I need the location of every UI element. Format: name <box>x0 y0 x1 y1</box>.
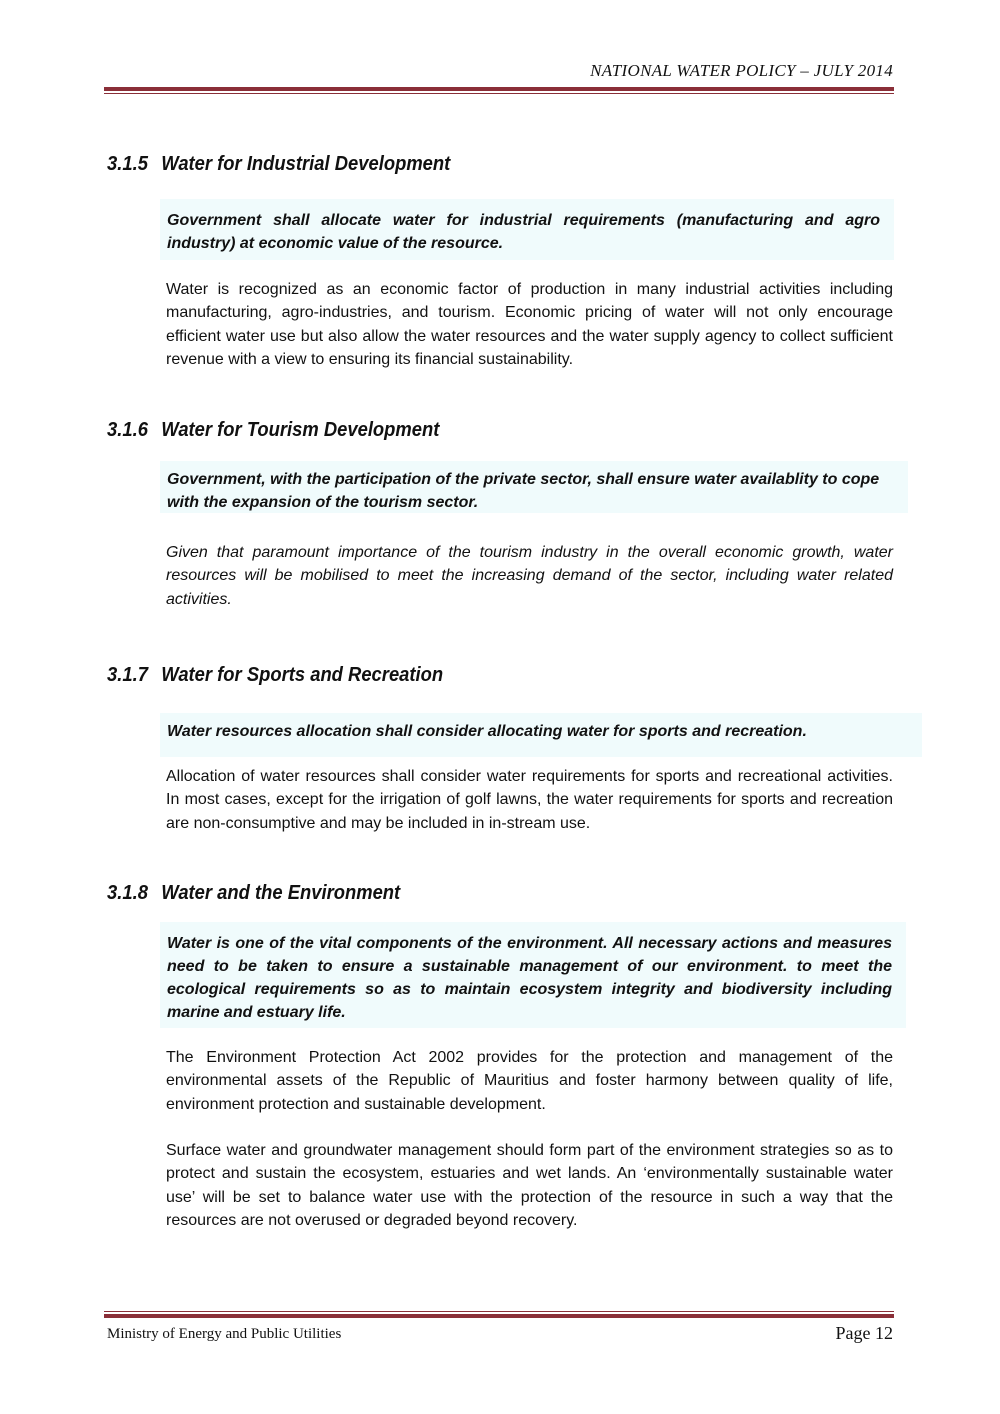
header-rule <box>104 87 894 94</box>
body-paragraph: Given that paramount importance of the tourism industry in the overall economic growth, water resources will be mobilised to meet the increasing demand of the sector, including water related activities. <box>166 544 893 608</box>
policy-statement-box <box>160 713 922 757</box>
footer-rule <box>104 1311 894 1318</box>
body-paragraph: Water is recognized as an economic factor of production in many industrial activities including manufacturing, agro-industries, and tourism. Economic pricing of water will not only encourage efficient water use but also allow the water resources and the water supply agency to collect sufficient revenue with a view to ensuring its financial sustainability. <box>166 281 893 368</box>
section-number: 3.1.5 <box>107 153 148 175</box>
section-heading <box>107 664 443 687</box>
policy-statement-box <box>160 922 906 1028</box>
body-paragraph: Allocation of water resources shall consider water requirements for sports and recreational activities. In most cases, except for the irrigation of golf lawns, the water requirements for sports and recreation are non-consumptive and may be included in in-stream use. <box>166 768 893 832</box>
policy-statement-box <box>160 461 908 513</box>
section-number: 3.1.6 <box>107 419 148 441</box>
section-heading <box>107 419 439 442</box>
section-number: 3.1.7 <box>107 664 148 686</box>
body-paragraph: The Environment Protection Act 2002 provides for the protection and management of the environmental assets of the Republic of Mauritius and foster harmony between quality of life, environment protection and sustainable development. <box>166 1049 893 1113</box>
policy-statement: Government shall allocate water for industrial requirements (manufacturing and agro industry) at economic value of the resource. <box>167 212 880 252</box>
policy-statement: Water resources allocation shall consider allocating water for sports and recreation. <box>167 723 807 740</box>
section-title: Water for Industrial Development <box>161 153 451 175</box>
policy-statement: Water is one of the vital components of the environment. All necessary actions and measures need to be taken to ensure a sustainable management of our environment. to meet the ecological requirements so as to maintain ecosystem integrity and biodiversity including marine and estuary life. <box>167 935 892 1021</box>
document-header-title: NATIONAL WATER POLICY – JULY 2014 <box>590 61 893 80</box>
body-paragraph: Surface water and groundwater management should form part of the environment strategies so as to protect and sustain the ecosystem, estuaries and wet lands. An ‘environmentally sustainable water use’ will be set to balance water use with the protection of the resource in such a way that the resources are not overused or degraded beyond recovery. <box>166 1142 893 1229</box>
policy-statement-box <box>160 199 894 260</box>
section-number: 3.1.8 <box>107 882 148 904</box>
footer-ministry: Ministry of Energy and Public Utilities <box>107 1326 342 1342</box>
section-title: Water for Tourism Development <box>161 419 440 441</box>
section-heading <box>107 153 450 176</box>
page-number: Page 12 <box>835 1323 893 1343</box>
section-heading <box>107 882 400 905</box>
policy-statement: Government, with the participation of the private sector, shall ensure water availablity to cope with the expansion of the tourism sector. <box>167 471 880 511</box>
section-title: Water for Sports and Recreation <box>161 664 444 686</box>
section-title: Water and the Environment <box>161 882 401 904</box>
